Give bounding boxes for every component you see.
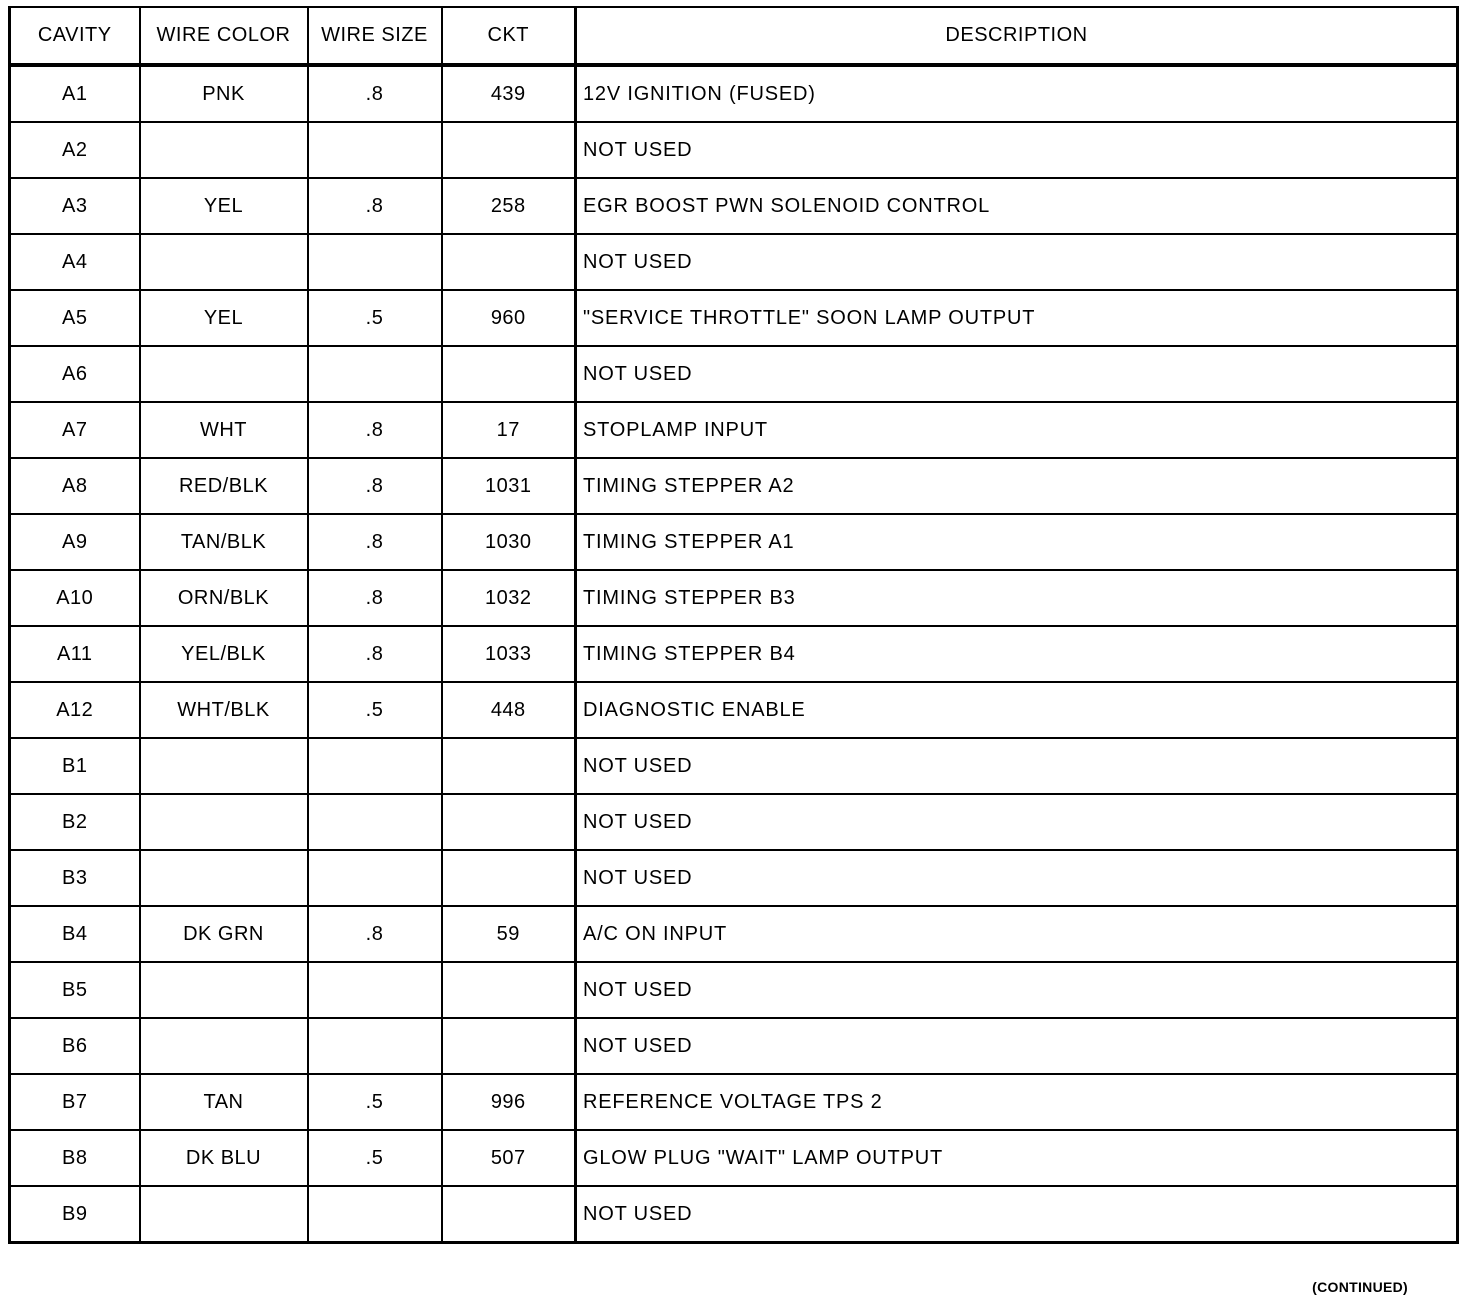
description-cell: TIMING STEPPER A2 bbox=[576, 458, 1458, 514]
wire-color-cell: ORN/BLK bbox=[140, 570, 308, 626]
column-header-ckt: CKT bbox=[442, 7, 576, 65]
table-row bbox=[10, 65, 1458, 122]
description-cell: NOT USED bbox=[576, 122, 1458, 178]
cavity-cell: A1 bbox=[10, 65, 140, 122]
wire-size-cell bbox=[308, 962, 442, 1018]
cavity-cell: A11 bbox=[10, 626, 140, 682]
ckt-cell: 1033 bbox=[442, 626, 576, 682]
wire-color-cell bbox=[140, 346, 308, 402]
wire-color-cell bbox=[140, 850, 308, 906]
cavity-cell: A3 bbox=[10, 178, 140, 234]
wire-color-cell: DK GRN bbox=[140, 906, 308, 962]
table-row bbox=[10, 346, 1458, 402]
cavity-cell: A8 bbox=[10, 458, 140, 514]
ckt-cell: 507 bbox=[442, 1130, 576, 1186]
description-cell: NOT USED bbox=[576, 234, 1458, 290]
description-cell: DIAGNOSTIC ENABLE bbox=[576, 682, 1458, 738]
wire-size-cell bbox=[308, 1018, 442, 1074]
wire-size-cell: .8 bbox=[308, 906, 442, 962]
wire-color-cell bbox=[140, 738, 308, 794]
table-row bbox=[10, 122, 1458, 178]
wire-color-cell: YEL bbox=[140, 290, 308, 346]
wire-size-cell bbox=[308, 346, 442, 402]
wire-size-cell bbox=[308, 794, 442, 850]
wire-color-cell: YEL bbox=[140, 178, 308, 234]
wire-color-cell bbox=[140, 962, 308, 1018]
ckt-cell: 448 bbox=[442, 682, 576, 738]
description-cell: NOT USED bbox=[576, 1186, 1458, 1243]
wire-color-cell bbox=[140, 1018, 308, 1074]
description-cell: STOPLAMP INPUT bbox=[576, 402, 1458, 458]
wire-size-cell: .8 bbox=[308, 514, 442, 570]
wire-size-cell: .5 bbox=[308, 1130, 442, 1186]
ckt-cell: 1031 bbox=[442, 458, 576, 514]
table-row bbox=[10, 962, 1458, 1018]
table-row bbox=[10, 402, 1458, 458]
table-row bbox=[10, 1018, 1458, 1074]
wire-size-cell: .8 bbox=[308, 570, 442, 626]
wire-size-cell: .5 bbox=[308, 290, 442, 346]
cavity-cell: A4 bbox=[10, 234, 140, 290]
wire-size-cell: .8 bbox=[308, 458, 442, 514]
table-row bbox=[10, 1130, 1458, 1186]
description-cell: NOT USED bbox=[576, 794, 1458, 850]
ckt-cell: 439 bbox=[442, 65, 576, 122]
column-header-description: DESCRIPTION bbox=[576, 7, 1458, 65]
wire-color-cell: RED/BLK bbox=[140, 458, 308, 514]
description-cell: TIMING STEPPER B4 bbox=[576, 626, 1458, 682]
cavity-cell: B9 bbox=[10, 1186, 140, 1243]
ckt-cell bbox=[442, 1018, 576, 1074]
wire-color-cell: TAN/BLK bbox=[140, 514, 308, 570]
wire-size-cell bbox=[308, 850, 442, 906]
cavity-cell: B1 bbox=[10, 738, 140, 794]
cavity-cell: A2 bbox=[10, 122, 140, 178]
column-header-wire-size: WIRE SIZE bbox=[308, 7, 442, 65]
ckt-cell: 1030 bbox=[442, 514, 576, 570]
cavity-cell: B2 bbox=[10, 794, 140, 850]
header-row bbox=[10, 7, 1458, 65]
description-cell: TIMING STEPPER A1 bbox=[576, 514, 1458, 570]
table-row bbox=[10, 850, 1458, 906]
cavity-cell: A12 bbox=[10, 682, 140, 738]
wire-color-cell: YEL/BLK bbox=[140, 626, 308, 682]
wire-color-cell bbox=[140, 1186, 308, 1243]
description-cell: A/C ON INPUT bbox=[576, 906, 1458, 962]
cavity-cell: B7 bbox=[10, 1074, 140, 1130]
connector-pinout-table bbox=[8, 6, 1459, 1244]
table-row bbox=[10, 1186, 1458, 1243]
table-row bbox=[10, 570, 1458, 626]
wire-color-cell: DK BLU bbox=[140, 1130, 308, 1186]
ckt-cell: 996 bbox=[442, 1074, 576, 1130]
cavity-cell: A10 bbox=[10, 570, 140, 626]
ckt-cell bbox=[442, 122, 576, 178]
table-body bbox=[10, 65, 1458, 1243]
description-cell: NOT USED bbox=[576, 738, 1458, 794]
cavity-cell: A7 bbox=[10, 402, 140, 458]
wire-size-cell: .8 bbox=[308, 402, 442, 458]
cavity-cell: B8 bbox=[10, 1130, 140, 1186]
table-row bbox=[10, 458, 1458, 514]
cavity-cell: B4 bbox=[10, 906, 140, 962]
ckt-cell bbox=[442, 1186, 576, 1243]
wire-size-cell: .5 bbox=[308, 1074, 442, 1130]
description-cell: EGR BOOST PWN SOLENOID CONTROL bbox=[576, 178, 1458, 234]
wire-color-cell: TAN bbox=[140, 1074, 308, 1130]
table-header bbox=[10, 7, 1458, 65]
wire-size-cell: .8 bbox=[308, 65, 442, 122]
table-row bbox=[10, 178, 1458, 234]
table-row bbox=[10, 794, 1458, 850]
column-header-cavity: CAVITY bbox=[10, 7, 140, 65]
table-row bbox=[10, 290, 1458, 346]
ckt-cell bbox=[442, 850, 576, 906]
description-cell: 12V IGNITION (FUSED) bbox=[576, 65, 1458, 122]
table-row bbox=[10, 626, 1458, 682]
ckt-cell bbox=[442, 738, 576, 794]
description-cell: REFERENCE VOLTAGE TPS 2 bbox=[576, 1074, 1458, 1130]
table-row bbox=[10, 738, 1458, 794]
wire-color-cell bbox=[140, 122, 308, 178]
table-row bbox=[10, 514, 1458, 570]
description-cell: "SERVICE THROTTLE" SOON LAMP OUTPUT bbox=[576, 290, 1458, 346]
wire-color-cell: WHT/BLK bbox=[140, 682, 308, 738]
wire-size-cell bbox=[308, 234, 442, 290]
description-cell: NOT USED bbox=[576, 850, 1458, 906]
table-row bbox=[10, 682, 1458, 738]
description-cell: TIMING STEPPER B3 bbox=[576, 570, 1458, 626]
wire-size-cell: .8 bbox=[308, 178, 442, 234]
cavity-cell: A9 bbox=[10, 514, 140, 570]
cavity-cell: B5 bbox=[10, 962, 140, 1018]
wire-color-cell bbox=[140, 794, 308, 850]
ckt-cell: 960 bbox=[442, 290, 576, 346]
wire-color-cell bbox=[140, 234, 308, 290]
wire-size-cell: .5 bbox=[308, 682, 442, 738]
description-cell: NOT USED bbox=[576, 962, 1458, 1018]
wire-color-cell: WHT bbox=[140, 402, 308, 458]
cavity-cell: A6 bbox=[10, 346, 140, 402]
ckt-cell bbox=[442, 794, 576, 850]
cavity-cell: A5 bbox=[10, 290, 140, 346]
description-cell: GLOW PLUG "WAIT" LAMP OUTPUT bbox=[576, 1130, 1458, 1186]
ckt-cell: 17 bbox=[442, 402, 576, 458]
ckt-cell: 59 bbox=[442, 906, 576, 962]
ckt-cell: 258 bbox=[442, 178, 576, 234]
connector-pinout-sheet bbox=[8, 6, 1456, 1295]
table-row bbox=[10, 234, 1458, 290]
table-row bbox=[10, 906, 1458, 962]
ckt-cell bbox=[442, 346, 576, 402]
column-header-wire-color: WIRE COLOR bbox=[140, 7, 308, 65]
ckt-cell bbox=[442, 962, 576, 1018]
wire-color-cell: PNK bbox=[140, 65, 308, 122]
table-row bbox=[10, 1074, 1458, 1130]
continued-note: (CONTINUED) bbox=[1312, 1279, 1408, 1295]
cavity-cell: B6 bbox=[10, 1018, 140, 1074]
wire-size-cell bbox=[308, 122, 442, 178]
wire-size-cell: .8 bbox=[308, 626, 442, 682]
cavity-cell: B3 bbox=[10, 850, 140, 906]
description-cell: NOT USED bbox=[576, 346, 1458, 402]
wire-size-cell bbox=[308, 738, 442, 794]
ckt-cell: 1032 bbox=[442, 570, 576, 626]
wire-size-cell bbox=[308, 1186, 442, 1243]
description-cell: NOT USED bbox=[576, 1018, 1458, 1074]
ckt-cell bbox=[442, 234, 576, 290]
